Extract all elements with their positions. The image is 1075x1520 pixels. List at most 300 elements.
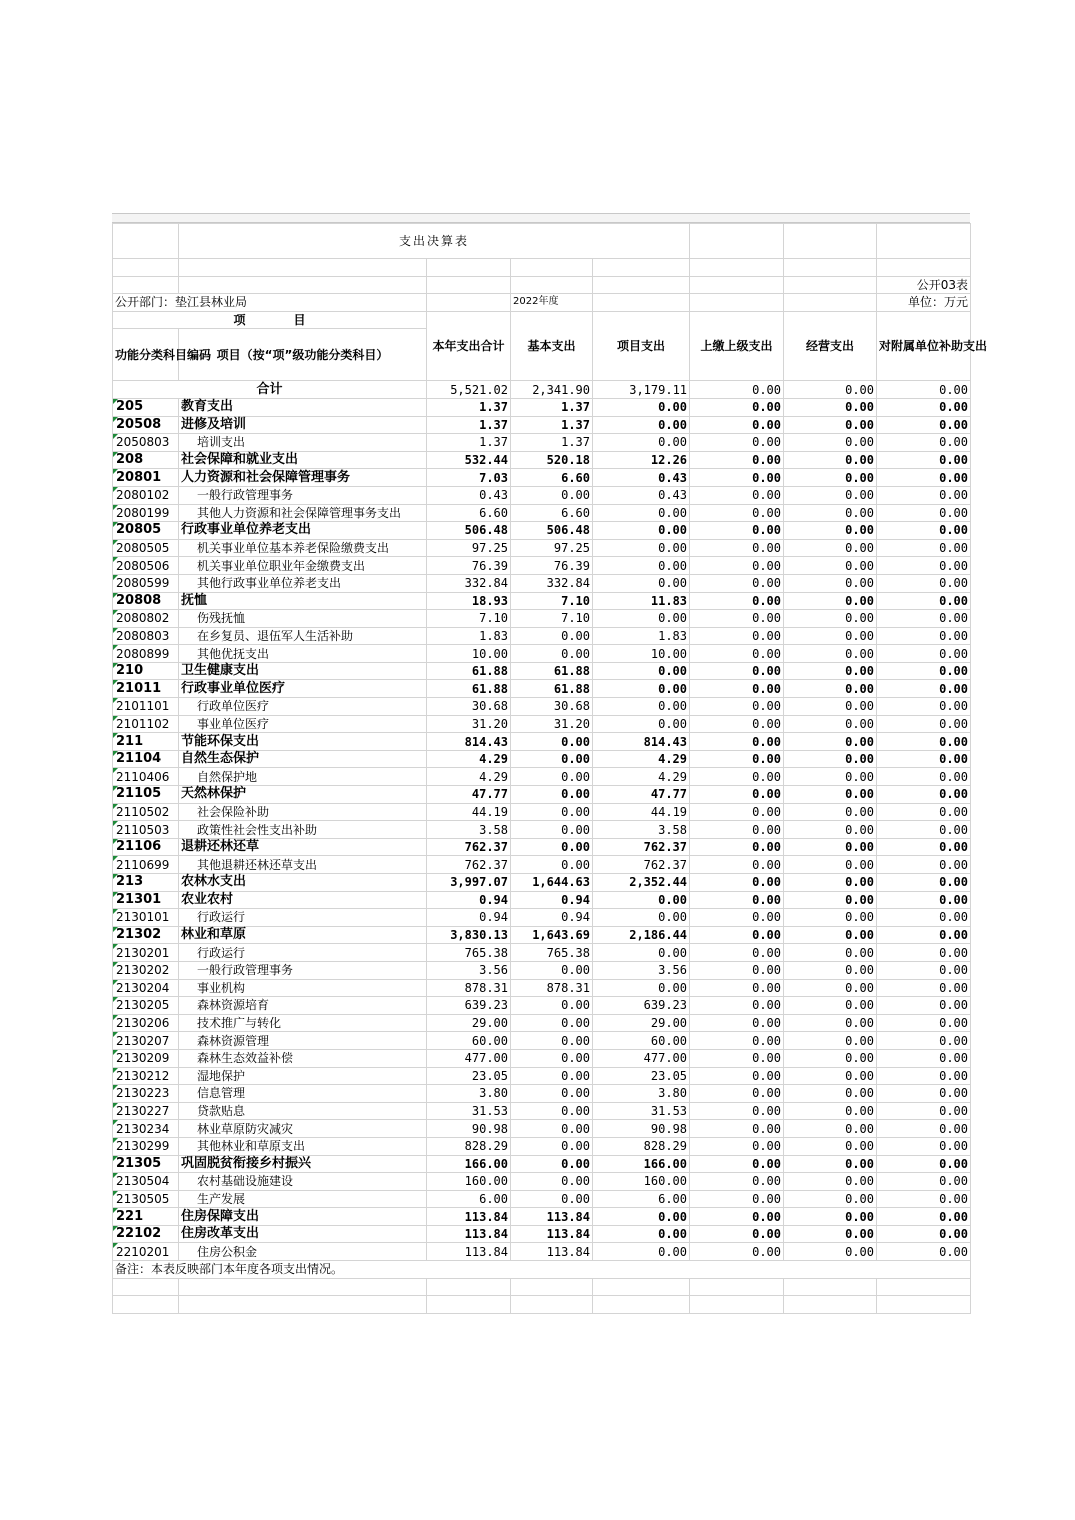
row-code: 2080599 <box>113 574 179 592</box>
header-business: 经营支出 <box>784 311 877 381</box>
table-row <box>113 944 971 962</box>
table-row <box>113 662 971 680</box>
row-value: 332.84 <box>511 574 593 592</box>
row-value: 31.53 <box>593 1102 690 1120</box>
column-header-strip <box>112 213 970 223</box>
row-value: 0.00 <box>511 997 593 1015</box>
row-value: 828.29 <box>427 1137 511 1155</box>
row-value: 4.29 <box>427 768 511 786</box>
row-value: 0.00 <box>593 539 690 557</box>
table-row <box>113 627 971 645</box>
row-code: 21301 <box>113 891 179 909</box>
unit-label: 单位：万元 <box>877 294 971 312</box>
row-value: 0.00 <box>690 997 784 1015</box>
row-value: 0.00 <box>784 961 877 979</box>
table-row <box>113 557 971 575</box>
row-code: 2080505 <box>113 539 179 557</box>
row-value: 0.00 <box>877 768 971 786</box>
row-code: 2210201 <box>113 1243 179 1261</box>
row-value: 0.00 <box>877 539 971 557</box>
row-code: 221 <box>113 1208 179 1226</box>
row-value: 0.00 <box>784 1120 877 1138</box>
row-value: 44.19 <box>427 803 511 821</box>
row-code: 2130202 <box>113 961 179 979</box>
header-upper: 上缴上级支出 <box>690 311 784 381</box>
row-value: 0.00 <box>784 1049 877 1067</box>
row-value: 0.00 <box>690 874 784 892</box>
row-code: 2130234 <box>113 1120 179 1138</box>
row-name: 社会保障和就业支出 <box>179 451 427 469</box>
header-code: 功能分类科目编码 <box>113 329 179 381</box>
total-value: 0.00 <box>877 381 971 399</box>
row-value: 878.31 <box>427 979 511 997</box>
row-value: 0.00 <box>690 486 784 504</box>
row-name: 节能环保支出 <box>179 733 427 751</box>
row-value: 1.37 <box>427 434 511 452</box>
total-value: 0.00 <box>690 381 784 399</box>
row-value: 765.38 <box>427 944 511 962</box>
row-value: 90.98 <box>593 1120 690 1138</box>
row-value: 31.20 <box>511 715 593 733</box>
row-value: 0.00 <box>784 469 877 487</box>
row-code: 2130223 <box>113 1085 179 1103</box>
row-value: 0.00 <box>511 1014 593 1032</box>
row-value: 0.00 <box>877 909 971 927</box>
row-value: 1.83 <box>593 627 690 645</box>
row-code: 2110406 <box>113 768 179 786</box>
row-value: 61.88 <box>427 662 511 680</box>
row-value: 3.80 <box>593 1085 690 1103</box>
row-value: 0.00 <box>877 979 971 997</box>
row-value: 3.58 <box>593 821 690 839</box>
row-value: 90.98 <box>427 1120 511 1138</box>
row-value: 76.39 <box>511 557 593 575</box>
row-value: 0.00 <box>593 416 690 434</box>
table-row <box>113 1225 971 1243</box>
row-name: 其他优抚支出 <box>179 645 427 663</box>
row-value: 0.00 <box>593 944 690 962</box>
table-row <box>113 434 971 452</box>
row-value: 0.00 <box>690 891 784 909</box>
row-value: 3.80 <box>427 1085 511 1103</box>
row-value: 0.00 <box>877 522 971 540</box>
row-value: 0.00 <box>593 680 690 698</box>
row-name: 一般行政管理事务 <box>179 961 427 979</box>
table-row <box>113 416 971 434</box>
total-row <box>113 381 971 399</box>
row-value: 0.00 <box>690 662 784 680</box>
row-code: 2080899 <box>113 645 179 663</box>
table-row <box>113 469 971 487</box>
table-row <box>113 1190 971 1208</box>
row-value: 0.00 <box>593 504 690 522</box>
row-value: 0.00 <box>690 715 784 733</box>
row-value: 0.00 <box>690 961 784 979</box>
table-row <box>113 539 971 557</box>
row-value: 0.00 <box>784 451 877 469</box>
row-value: 0.00 <box>784 821 877 839</box>
row-value: 0.00 <box>784 1190 877 1208</box>
row-name: 培训支出 <box>179 434 427 452</box>
row-value: 3,830.13 <box>427 926 511 944</box>
row-code: 2130212 <box>113 1067 179 1085</box>
row-value: 0.00 <box>593 434 690 452</box>
expenditure-table <box>112 223 988 1314</box>
row-value: 0.00 <box>784 891 877 909</box>
row-code: 21106 <box>113 838 179 856</box>
row-value: 0.00 <box>877 645 971 663</box>
row-name: 行政运行 <box>179 909 427 927</box>
row-value: 0.00 <box>690 1137 784 1155</box>
row-value: 0.00 <box>784 662 877 680</box>
row-code: 2130504 <box>113 1173 179 1191</box>
row-value: 0.00 <box>784 486 877 504</box>
row-value: 0.00 <box>784 645 877 663</box>
row-value: 97.25 <box>427 539 511 557</box>
row-value: 0.00 <box>877 944 971 962</box>
row-value: 0.00 <box>511 627 593 645</box>
row-value: 477.00 <box>427 1049 511 1067</box>
row-value: 0.00 <box>511 1120 593 1138</box>
row-value: 0.00 <box>784 1067 877 1085</box>
row-name: 林业草原防灾减灾 <box>179 1120 427 1138</box>
row-name: 伤残抚恤 <box>179 610 427 628</box>
row-name: 事业单位医疗 <box>179 715 427 733</box>
row-name: 技术推广与转化 <box>179 1014 427 1032</box>
row-value: 166.00 <box>427 1155 511 1173</box>
row-value: 0.00 <box>511 1155 593 1173</box>
row-code: 2110502 <box>113 803 179 821</box>
row-value: 0.00 <box>877 838 971 856</box>
row-value: 0.00 <box>877 1190 971 1208</box>
row-value: 0.00 <box>593 522 690 540</box>
row-value: 0.00 <box>593 398 690 416</box>
row-code: 2130227 <box>113 1102 179 1120</box>
row-value: 1.37 <box>511 398 593 416</box>
table-row <box>113 451 971 469</box>
row-value: 0.00 <box>784 680 877 698</box>
row-value: 0.00 <box>690 1049 784 1067</box>
row-value: 7.10 <box>511 592 593 610</box>
row-value: 2,352.44 <box>593 874 690 892</box>
row-value: 60.00 <box>593 1032 690 1050</box>
row-code: 20808 <box>113 592 179 610</box>
row-value: 0.00 <box>593 557 690 575</box>
row-value: 29.00 <box>593 1014 690 1032</box>
department-label: 公开部门：垫江县林业局 <box>113 294 427 312</box>
row-value: 0.00 <box>690 1032 784 1050</box>
table-row <box>113 1173 971 1191</box>
row-value: 113.84 <box>427 1225 511 1243</box>
row-value: 0.00 <box>511 961 593 979</box>
row-value: 0.00 <box>784 838 877 856</box>
row-value: 0.00 <box>511 733 593 751</box>
row-value: 0.00 <box>784 803 877 821</box>
row-value: 0.00 <box>690 1120 784 1138</box>
row-value: 0.00 <box>593 1208 690 1226</box>
row-code: 211 <box>113 733 179 751</box>
row-value: 0.00 <box>877 680 971 698</box>
row-value: 0.00 <box>784 733 877 751</box>
row-value: 0.00 <box>690 838 784 856</box>
row-value: 0.00 <box>877 1137 971 1155</box>
row-value: 0.00 <box>511 803 593 821</box>
row-value: 0.00 <box>690 821 784 839</box>
row-value: 828.29 <box>593 1137 690 1155</box>
row-value: 12.26 <box>593 451 690 469</box>
table-row <box>113 522 971 540</box>
row-value: 0.00 <box>690 1190 784 1208</box>
row-value: 0.00 <box>877 1155 971 1173</box>
row-name: 一般行政管理事务 <box>179 486 427 504</box>
row-value: 61.88 <box>511 680 593 698</box>
row-value: 113.84 <box>427 1208 511 1226</box>
table-row <box>113 1085 971 1103</box>
row-value: 0.00 <box>690 539 784 557</box>
row-value: 29.00 <box>427 1014 511 1032</box>
row-value: 0.00 <box>784 416 877 434</box>
row-value: 0.00 <box>690 645 784 663</box>
table-row <box>113 1049 971 1067</box>
row-value: 814.43 <box>593 733 690 751</box>
row-value: 0.00 <box>784 926 877 944</box>
row-value: 0.00 <box>877 1225 971 1243</box>
row-value: 0.00 <box>511 1102 593 1120</box>
row-value: 0.00 <box>511 1085 593 1103</box>
table-row <box>113 750 971 768</box>
row-value: 0.00 <box>511 856 593 874</box>
row-value: 0.00 <box>877 1243 971 1261</box>
header-basic: 基本支出 <box>511 311 593 381</box>
table-row <box>113 504 971 522</box>
table-row <box>113 768 971 786</box>
row-value: 0.00 <box>690 944 784 962</box>
row-value: 31.53 <box>427 1102 511 1120</box>
table-row <box>113 961 971 979</box>
row-value: 0.00 <box>690 592 784 610</box>
row-value: 11.83 <box>593 592 690 610</box>
table-row <box>113 1014 971 1032</box>
year-label: 2022年度 <box>511 294 593 312</box>
row-code: 2101102 <box>113 715 179 733</box>
row-value: 0.00 <box>784 979 877 997</box>
row-value: 0.00 <box>877 1085 971 1103</box>
row-value: 0.00 <box>690 504 784 522</box>
form-code: 公开03表 <box>877 276 971 294</box>
table-row <box>113 1032 971 1050</box>
row-value: 7.10 <box>511 610 593 628</box>
row-name: 信息管理 <box>179 1085 427 1103</box>
total-value: 5,521.02 <box>427 381 511 399</box>
header-project: 项目支出 <box>593 311 690 381</box>
row-name: 行政单位医疗 <box>179 698 427 716</box>
row-value: 113.84 <box>511 1243 593 1261</box>
row-value: 0.00 <box>690 733 784 751</box>
row-value: 0.00 <box>784 909 877 927</box>
row-name: 生产发展 <box>179 1190 427 1208</box>
row-name: 机关事业单位基本养老保险缴费支出 <box>179 539 427 557</box>
row-value: 0.00 <box>877 1014 971 1032</box>
row-value: 113.84 <box>511 1208 593 1226</box>
row-value: 506.48 <box>427 522 511 540</box>
row-code: 2080802 <box>113 610 179 628</box>
row-value: 762.37 <box>427 838 511 856</box>
row-name: 其他林业和草原支出 <box>179 1137 427 1155</box>
table-row <box>113 610 971 628</box>
row-value: 0.94 <box>511 891 593 909</box>
row-value: 0.00 <box>690 1225 784 1243</box>
row-value: 0.00 <box>784 856 877 874</box>
row-name: 教育支出 <box>179 398 427 416</box>
table-row <box>113 979 971 997</box>
row-name: 其他退耕还林还草支出 <box>179 856 427 874</box>
row-value: 0.00 <box>690 1102 784 1120</box>
row-value: 2,186.44 <box>593 926 690 944</box>
row-value: 0.00 <box>690 803 784 821</box>
row-value: 506.48 <box>511 522 593 540</box>
row-name: 抚恤 <box>179 592 427 610</box>
row-name: 农业农村 <box>179 891 427 909</box>
row-code: 2130505 <box>113 1190 179 1208</box>
row-value: 0.00 <box>877 610 971 628</box>
row-value: 97.25 <box>511 539 593 557</box>
row-value: 0.00 <box>511 786 593 804</box>
row-value: 60.00 <box>427 1032 511 1050</box>
row-value: 0.00 <box>784 1032 877 1050</box>
row-name: 森林生态效益补偿 <box>179 1049 427 1067</box>
row-code: 21011 <box>113 680 179 698</box>
total-value: 2,341.90 <box>511 381 593 399</box>
row-value: 0.00 <box>690 856 784 874</box>
table-row <box>113 997 971 1015</box>
row-code: 2130206 <box>113 1014 179 1032</box>
row-value: 0.00 <box>877 398 971 416</box>
row-value: 0.00 <box>784 557 877 575</box>
row-value: 0.00 <box>877 856 971 874</box>
row-value: 6.60 <box>427 504 511 522</box>
row-value: 0.94 <box>427 909 511 927</box>
row-value: 0.00 <box>593 610 690 628</box>
table-row <box>113 909 971 927</box>
row-value: 0.00 <box>690 1085 784 1103</box>
row-value: 0.00 <box>784 874 877 892</box>
row-code: 20805 <box>113 522 179 540</box>
row-value: 0.00 <box>593 715 690 733</box>
row-name: 农林水支出 <box>179 874 427 892</box>
row-value: 0.00 <box>690 398 784 416</box>
row-value: 520.18 <box>511 451 593 469</box>
row-code: 213 <box>113 874 179 892</box>
row-value: 0.00 <box>877 803 971 821</box>
row-value: 47.77 <box>427 786 511 804</box>
footnote: 备注：本表反映部门本年度各项支出情况。 <box>113 1261 971 1279</box>
row-name: 贷款贴息 <box>179 1102 427 1120</box>
row-name: 进修及培训 <box>179 416 427 434</box>
row-value: 1.37 <box>427 398 511 416</box>
row-value: 0.00 <box>690 522 784 540</box>
row-value: 0.00 <box>593 574 690 592</box>
row-value: 0.00 <box>784 698 877 716</box>
row-value: 0.00 <box>877 1102 971 1120</box>
row-name: 住房保障支出 <box>179 1208 427 1226</box>
row-name: 在乡复员、退伍军人生活补助 <box>179 627 427 645</box>
table-row <box>113 715 971 733</box>
row-value: 0.00 <box>784 504 877 522</box>
row-name: 其他行政事业单位养老支出 <box>179 574 427 592</box>
table-row <box>113 874 971 892</box>
row-value: 0.43 <box>427 486 511 504</box>
row-value: 0.00 <box>877 891 971 909</box>
row-value: 0.00 <box>511 645 593 663</box>
row-name: 社会保险补助 <box>179 803 427 821</box>
row-value: 47.77 <box>593 786 690 804</box>
row-value: 878.31 <box>511 979 593 997</box>
row-value: 814.43 <box>427 733 511 751</box>
row-value: 1,643.69 <box>511 926 593 944</box>
row-value: 0.00 <box>690 434 784 452</box>
row-name: 天然林保护 <box>179 786 427 804</box>
table-row <box>113 645 971 663</box>
row-value: 0.00 <box>784 1173 877 1191</box>
row-value: 4.29 <box>427 750 511 768</box>
table-row <box>113 592 971 610</box>
page-title: 支出决算表 <box>179 224 690 259</box>
row-value: 1.83 <box>427 627 511 645</box>
row-value: 44.19 <box>593 803 690 821</box>
row-value: 0.00 <box>593 1225 690 1243</box>
row-value: 61.88 <box>511 662 593 680</box>
row-value: 0.00 <box>877 926 971 944</box>
row-value: 0.43 <box>593 486 690 504</box>
row-value: 0.00 <box>511 1067 593 1085</box>
row-value: 1.37 <box>511 434 593 452</box>
row-value: 0.00 <box>784 768 877 786</box>
row-value: 0.00 <box>877 486 971 504</box>
row-value: 4.29 <box>593 768 690 786</box>
row-code: 2130299 <box>113 1137 179 1155</box>
row-value: 0.00 <box>511 838 593 856</box>
row-value: 0.00 <box>877 874 971 892</box>
row-value: 6.00 <box>427 1190 511 1208</box>
row-value: 762.37 <box>593 856 690 874</box>
row-name: 机关事业单位职业年金缴费支出 <box>179 557 427 575</box>
total-label: 合计 <box>113 381 427 399</box>
row-value: 0.00 <box>877 592 971 610</box>
row-value: 0.00 <box>593 698 690 716</box>
row-value: 10.00 <box>593 645 690 663</box>
row-value: 0.00 <box>877 1032 971 1050</box>
row-code: 21104 <box>113 750 179 768</box>
row-value: 0.00 <box>877 1067 971 1085</box>
row-value: 3.56 <box>427 961 511 979</box>
row-value: 0.00 <box>784 715 877 733</box>
row-name: 自然生态保护 <box>179 750 427 768</box>
row-value: 0.00 <box>784 592 877 610</box>
row-value: 0.00 <box>690 557 784 575</box>
row-value: 31.20 <box>427 715 511 733</box>
table-row <box>113 1102 971 1120</box>
row-value: 0.00 <box>784 1208 877 1226</box>
row-name: 住房改革支出 <box>179 1225 427 1243</box>
row-code: 2101101 <box>113 698 179 716</box>
row-value: 6.60 <box>511 469 593 487</box>
row-value: 0.00 <box>877 750 971 768</box>
row-value: 0.00 <box>784 610 877 628</box>
row-name: 自然保护地 <box>179 768 427 786</box>
table-row <box>113 926 971 944</box>
row-value: 0.00 <box>690 469 784 487</box>
row-value: 0.00 <box>690 416 784 434</box>
